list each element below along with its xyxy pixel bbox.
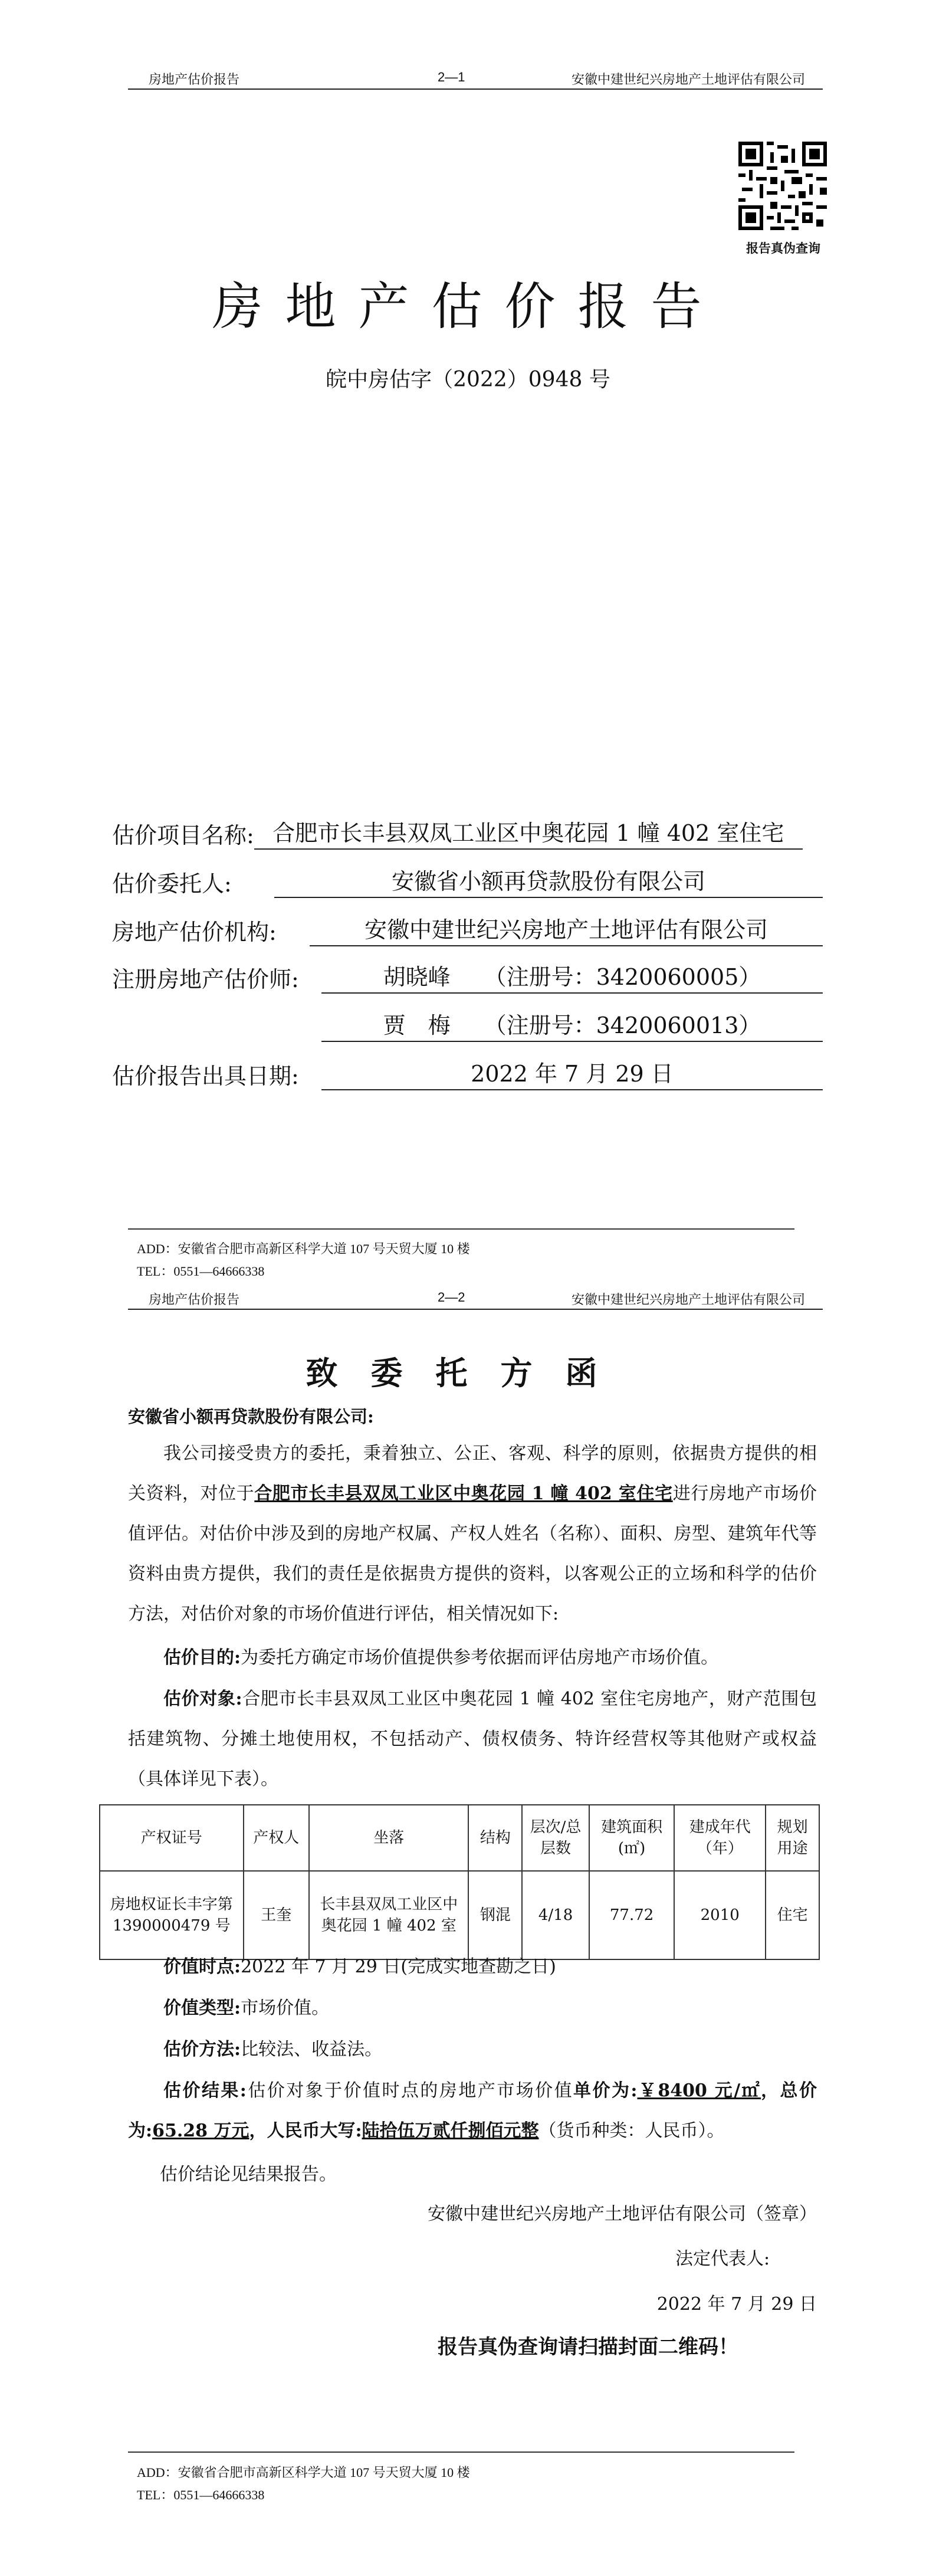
result-text-d: ，人民币大写: xyxy=(249,2121,362,2141)
footer-address: ADD：安徽省合肥市高新区科学大道 107 号天贸大厦 10 楼 xyxy=(137,2465,470,2480)
footer-divider xyxy=(128,2452,794,2453)
table-header: 建成年代（年） xyxy=(674,1805,766,1871)
result-text-c: ，总价为: xyxy=(128,2080,817,2141)
result-total-price: 65.28 万元 xyxy=(152,2121,249,2141)
page-header xyxy=(128,66,823,90)
sign-date: 2022 年 7 月 29 日 xyxy=(656,2294,817,2315)
result-unit-price: ￥8400 元/㎡ xyxy=(637,2080,761,2101)
date-row xyxy=(112,1055,823,1090)
page-header-2 xyxy=(128,1286,823,1310)
object-label: 估价对象: xyxy=(163,1689,242,1709)
qr-code-icon[interactable] xyxy=(738,142,827,230)
method-text: 比较法、收益法。 xyxy=(241,2039,383,2060)
method-label: 估价方法: xyxy=(163,2039,241,2060)
conclusion-paragraph xyxy=(128,2155,817,2195)
table-header: 建筑面积(㎡) xyxy=(589,1805,675,1871)
agency-row xyxy=(112,911,823,946)
intro-property: 合肥市长丰县双凤工业区中奥花园 1 幢 402 室住宅 xyxy=(254,1483,673,1504)
report-number: 皖中房估字（2022）0948 号 xyxy=(326,368,610,392)
sign-representative: 法定代表人: xyxy=(675,2249,770,2269)
date-value: 2022 年 7 月 29 日 xyxy=(321,1056,823,1090)
verify-notice: 报告真伪查询请扫描封面二维码！ xyxy=(438,2335,738,2359)
table-cell: 王奎 xyxy=(244,1871,309,1959)
footer-tel: TEL：0551—64666338 xyxy=(137,2487,265,2502)
client-row xyxy=(112,863,823,898)
intro-paragraph xyxy=(128,1434,817,1634)
table-header: 层次/总层数 xyxy=(522,1805,589,1871)
client-value: 安徽省小额再贷款股份有限公司 xyxy=(274,863,823,898)
type-label: 价值类型: xyxy=(163,1998,241,2018)
type-paragraph xyxy=(128,1988,817,2028)
type-text: 市场价值。 xyxy=(241,1998,330,2018)
cover-title: 房地产估价报告 xyxy=(212,277,724,336)
agency-value: 安徽中建世纪兴房地产土地评估有限公司 xyxy=(310,912,823,946)
result-text-a: 估价对象于价值时点的房地产市场价值 xyxy=(246,2080,574,2101)
appraiser-row xyxy=(112,958,823,994)
salutation: 安徽省小额再贷款股份有限公司: xyxy=(128,1407,374,1427)
client-label: 估价委托人: xyxy=(112,871,232,897)
footer-address: ADD：安徽省合肥市高新区科学大道 107 号天贸大厦 10 楼 xyxy=(137,1241,470,1256)
letter-title: 致委托方函 xyxy=(306,1354,630,1392)
appraiser-2: 贾 梅 （注册号：3420060013） xyxy=(321,1007,823,1042)
footer-tel: TEL：0551—64666338 xyxy=(137,1264,265,1279)
agency-label: 房地产估价机构: xyxy=(112,919,277,945)
table-cell: 4/18 xyxy=(522,1871,589,1959)
property-table xyxy=(99,1804,820,1960)
object-text: 合肥市长丰县双凤工业区中奥花园 1 幢 402 室住宅房地产，财产范围包括建筑物、分摊土地使用权，不包括动产、债权债务、特许经营权等其他财产或权益（具体详见下表）。 xyxy=(128,1689,817,1790)
table-header: 坐落 xyxy=(309,1805,468,1871)
project-row xyxy=(112,814,803,850)
table-cell: 房地权证长丰字第 1390000479 号 xyxy=(100,1871,244,1959)
appraiser-row-2 xyxy=(112,1007,823,1042)
result-label: 估价结果: xyxy=(163,2080,247,2101)
table-cell: 2010 xyxy=(674,1871,766,1959)
header-left: 房地产估价报告 xyxy=(149,72,240,87)
result-paragraph xyxy=(128,2071,817,2151)
result-amount-chinese: 陆拾伍万贰仟捌佰元整 xyxy=(362,2121,539,2141)
time-label: 价值时点: xyxy=(163,1956,241,1977)
project-value: 合肥市长丰县双凤工业区中奥花园 1 幢 402 室住宅 xyxy=(254,815,803,850)
sign-company: 安徽中建世纪兴房地产土地评估有限公司（签章） xyxy=(428,2204,817,2224)
appraiser-label: 注册房地产估价师: xyxy=(112,966,299,992)
table-cell: 77.72 xyxy=(589,1871,675,1959)
page-footer-2 xyxy=(137,2462,470,2506)
table-header: 结构 xyxy=(468,1805,522,1871)
footer-divider xyxy=(128,1228,794,1230)
table-header-row xyxy=(100,1805,819,1871)
result-text-b: 单价为: xyxy=(573,2080,638,2101)
intro-text-c: 进行房地产市场价值评估。对估价中涉及到的房地产权属、产权人姓名（名称）、面积、房型、建筑年代等资料由贵方提供，我们的责任是依据贵方提供的资料，以客观公正的立场和科学的估价方法，对估价对象的市场价值进行评估，相关情况如下: xyxy=(128,1483,817,1624)
table-header: 产权证号 xyxy=(100,1805,244,1871)
header-right: 安徽中建世纪兴房地产土地评估有限公司 xyxy=(571,1292,805,1307)
project-label: 估价项目名称: xyxy=(112,822,254,848)
conclusion-text: 估价结论见结果报告。 xyxy=(160,2164,337,2185)
appraiser-1: 胡晓峰 （注册号：3420060005） xyxy=(321,959,823,994)
table-cell: 长丰县双凤工业区中奥花园 1 幢 402 室 xyxy=(309,1871,468,1959)
table-row xyxy=(100,1871,819,1959)
purpose-label: 估价目的: xyxy=(163,1647,241,1668)
table-cell: 钢混 xyxy=(468,1871,522,1959)
header-right: 安徽中建世纪兴房地产土地评估有限公司 xyxy=(571,72,805,87)
purpose-paragraph xyxy=(128,1638,817,1678)
table-cell: 住宅 xyxy=(766,1871,819,1959)
header-left: 房地产估价报告 xyxy=(149,1292,240,1307)
time-paragraph xyxy=(128,1947,817,1987)
table-header: 产权人 xyxy=(244,1805,309,1871)
header-page-number: 2—2 xyxy=(438,1290,465,1305)
page-footer xyxy=(137,1238,470,1283)
time-text: 2022 年 7 月 29 日(完成实地查勘之日) xyxy=(241,1956,556,1977)
object-paragraph xyxy=(128,1679,817,1800)
qr-caption: 报告真伪查询 xyxy=(746,241,820,255)
method-paragraph xyxy=(128,2030,817,2070)
date-label: 估价报告出具日期: xyxy=(112,1063,299,1089)
table-header: 规划用途 xyxy=(766,1805,819,1871)
purpose-text: 为委托方确定市场价值提供参考依据而评估房地产市场价值。 xyxy=(241,1647,719,1668)
result-text-e: （货币种类：人民币）。 xyxy=(538,2121,725,2141)
intro-text-a: 我公司接受贵方的委托，秉着独立、公正、客观、科学的原则，依据贵方提供的相关资料，对位于 xyxy=(128,1443,817,1504)
header-page-number: 2—1 xyxy=(438,70,465,84)
